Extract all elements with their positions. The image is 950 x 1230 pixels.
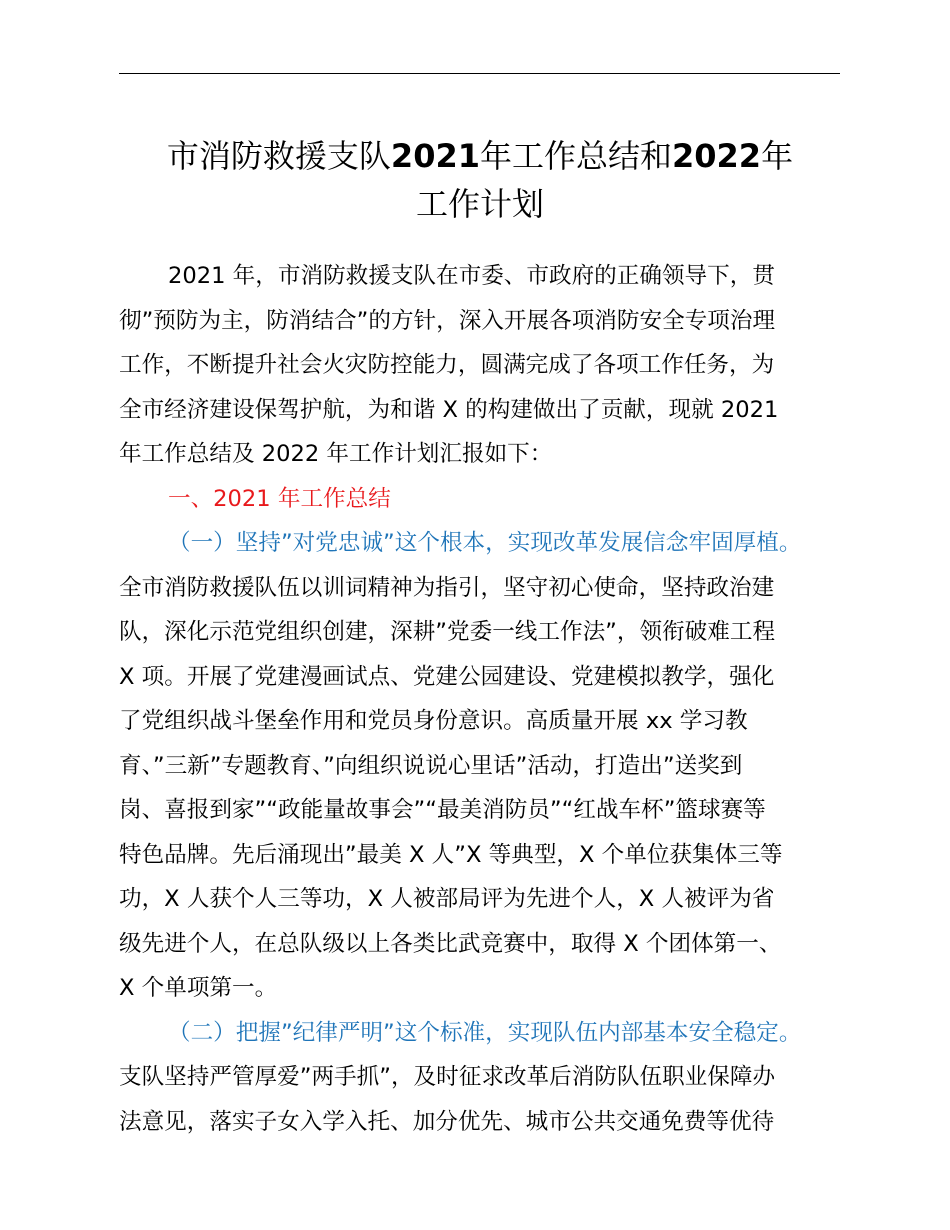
title-line-1: 市消防救援支队2021年工作总结和2022年 xyxy=(166,137,794,175)
body-line: 工作，不断提升社会火灾防控能力，圆满完成了各项工作任务，为 xyxy=(119,352,775,378)
body-line: 全市经济建设保驾护航，为和谐 X 的构建做出了贡献，现就 2021 xyxy=(119,396,779,423)
body-line: 队，深化示范党组织创建，深耕”党委一线工作法”，领衔破难工程 xyxy=(119,619,776,645)
body-line: 法意见，落实子女入学入托、加分优先、城市公共交通免费等优待 xyxy=(119,1108,775,1135)
body-line: 了党组织战斗堡垒作用和党员身份意识。高质量开展 xx 学习教 xyxy=(119,708,748,734)
body-line: 级先进个人，在总队级以上各类比武竞赛中，取得 X 个团体第一、 xyxy=(119,930,782,957)
body-line: 育、”三新”专题教育、”向组织说说心里话”活动，打造出”送奖到 xyxy=(119,752,743,779)
body-line: X 个单项第一。 xyxy=(119,975,278,1001)
body-line: 2021 年，市消防救援支队在市委、市政府的正确领导下，贯 xyxy=(168,263,775,289)
body-line: 特色品牌。先后涌现出”最美 X 人”X 等典型，X 个单位获集体三等 xyxy=(119,841,783,868)
body-line: （一）坚持”对党忠诚”这个根本，实现改革发展信念牢固厚植。 xyxy=(168,530,802,556)
body-line: 一、2021 年工作总结 xyxy=(168,485,391,512)
title-line-2: 工作计划 xyxy=(415,185,544,223)
body-line: 支队坚持严管厚爱”两手抓”，及时征求改革后消防队伍职业保障办 xyxy=(119,1064,776,1090)
document-body xyxy=(119,254,850,1144)
body-line: 全市消防救援队伍以训词精神为指引，坚守初心使命，坚持政治建 xyxy=(119,574,775,601)
body-line: 彻”预防为主，防消结合”的方针，深入开展各项消防安全专项治理 xyxy=(119,307,776,334)
document-title xyxy=(105,132,855,228)
body-line: X 项。开展了党建漫画试点、党建公园建设、党建模拟教学，强化 xyxy=(119,663,775,690)
body-line: 功，X 人获个人三等功，X 人被部局评为先进个人，X 人被评为省 xyxy=(119,886,775,912)
header-rule xyxy=(119,73,840,74)
body-line: 岗、喜报到家”“政能量故事会”“最美消防员”“红战车杯”篮球赛等 xyxy=(119,797,766,823)
body-line: （二）把握”纪律严明”这个标准，实现队伍内部基本安全稳定。 xyxy=(168,1019,802,1046)
body-line: 年工作总结及 2022 年工作计划汇报如下： xyxy=(119,441,553,467)
